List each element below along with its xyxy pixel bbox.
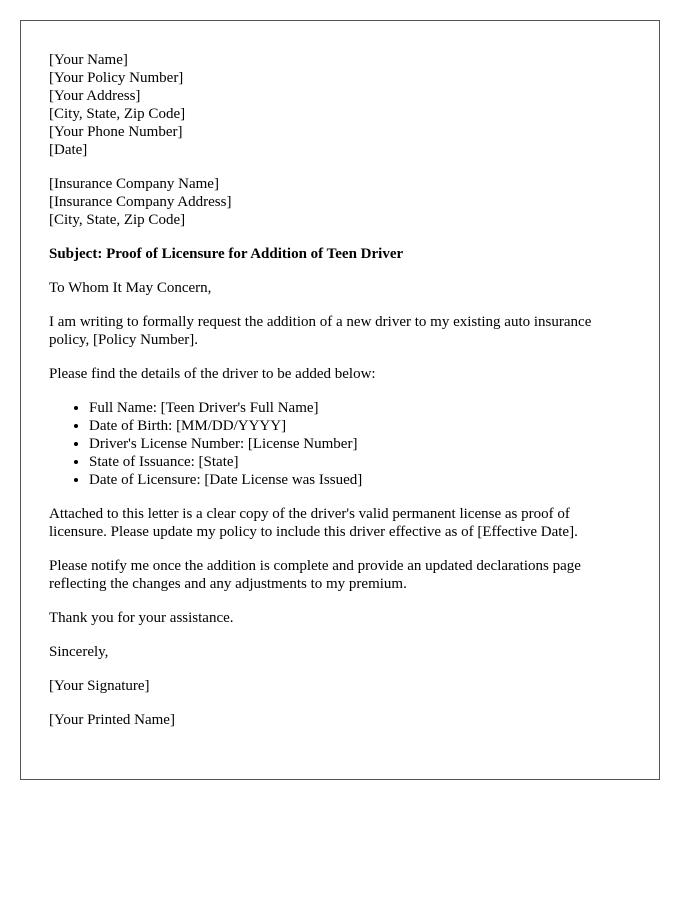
recipient-company-address: [Insurance Company Address] [49, 194, 232, 210]
detail-license-number: • Driver's License Number: [License Number] [89, 435, 631, 453]
detail-date-of-licensure: • Date of Licensure: [Date License was Issued] [89, 471, 631, 489]
body-paragraph-thanks: Thank you for your assistance. [49, 610, 234, 626]
detail-full-name: • Full Name: [Teen Driver's Full Name] [89, 399, 631, 417]
signature: [Your Signature] [49, 678, 150, 694]
sender-name: [Your Name] [49, 52, 128, 68]
sender-address: [Your Address] [49, 88, 141, 104]
letter [20, 20, 660, 780]
subject-line: Subject: Proof of Licensure for Addition of Teen Driver [49, 246, 404, 262]
recipient-block [49, 175, 631, 229]
sender-policy-number: [Your Policy Number] [49, 70, 184, 86]
detail-state-of-issuance: • State of Issuance: [State] [89, 453, 631, 471]
detail-date-of-birth: • Date of Birth: [MM/DD/YYYY] [89, 417, 631, 435]
body-paragraph-attachment: Attached to this letter is a clear copy of the driver's valid permanent license as proof of licensure. Please update my policy to include this driver effective as of [Effective Date]. [49, 506, 578, 540]
body-paragraph-request: I am writing to formally request the addition of a new driver to my existing auto insurance policy, [Policy Number]. [49, 314, 592, 348]
letter-date: [Date] [49, 142, 88, 158]
closing: Sincerely, [49, 644, 109, 660]
recipient-city-state-zip: [City, State, Zip Code] [49, 212, 186, 228]
body-paragraph-details-intro: Please find the details of the driver to be added below: [49, 366, 376, 382]
recipient-company-name: [Insurance Company Name] [49, 176, 219, 192]
printed-name: [Your Printed Name] [49, 712, 175, 728]
sender-city-state-zip: [City, State, Zip Code] [49, 106, 186, 122]
body-paragraph-notify: Please notify me once the addition is complete and provide an updated declarations page reflecting the changes and any adjustments to my premium. [49, 558, 581, 592]
driver-details-list [49, 399, 631, 489]
salutation: To Whom It May Concern, [49, 280, 212, 296]
sender-block [49, 51, 631, 159]
sender-phone: [Your Phone Number] [49, 124, 183, 140]
